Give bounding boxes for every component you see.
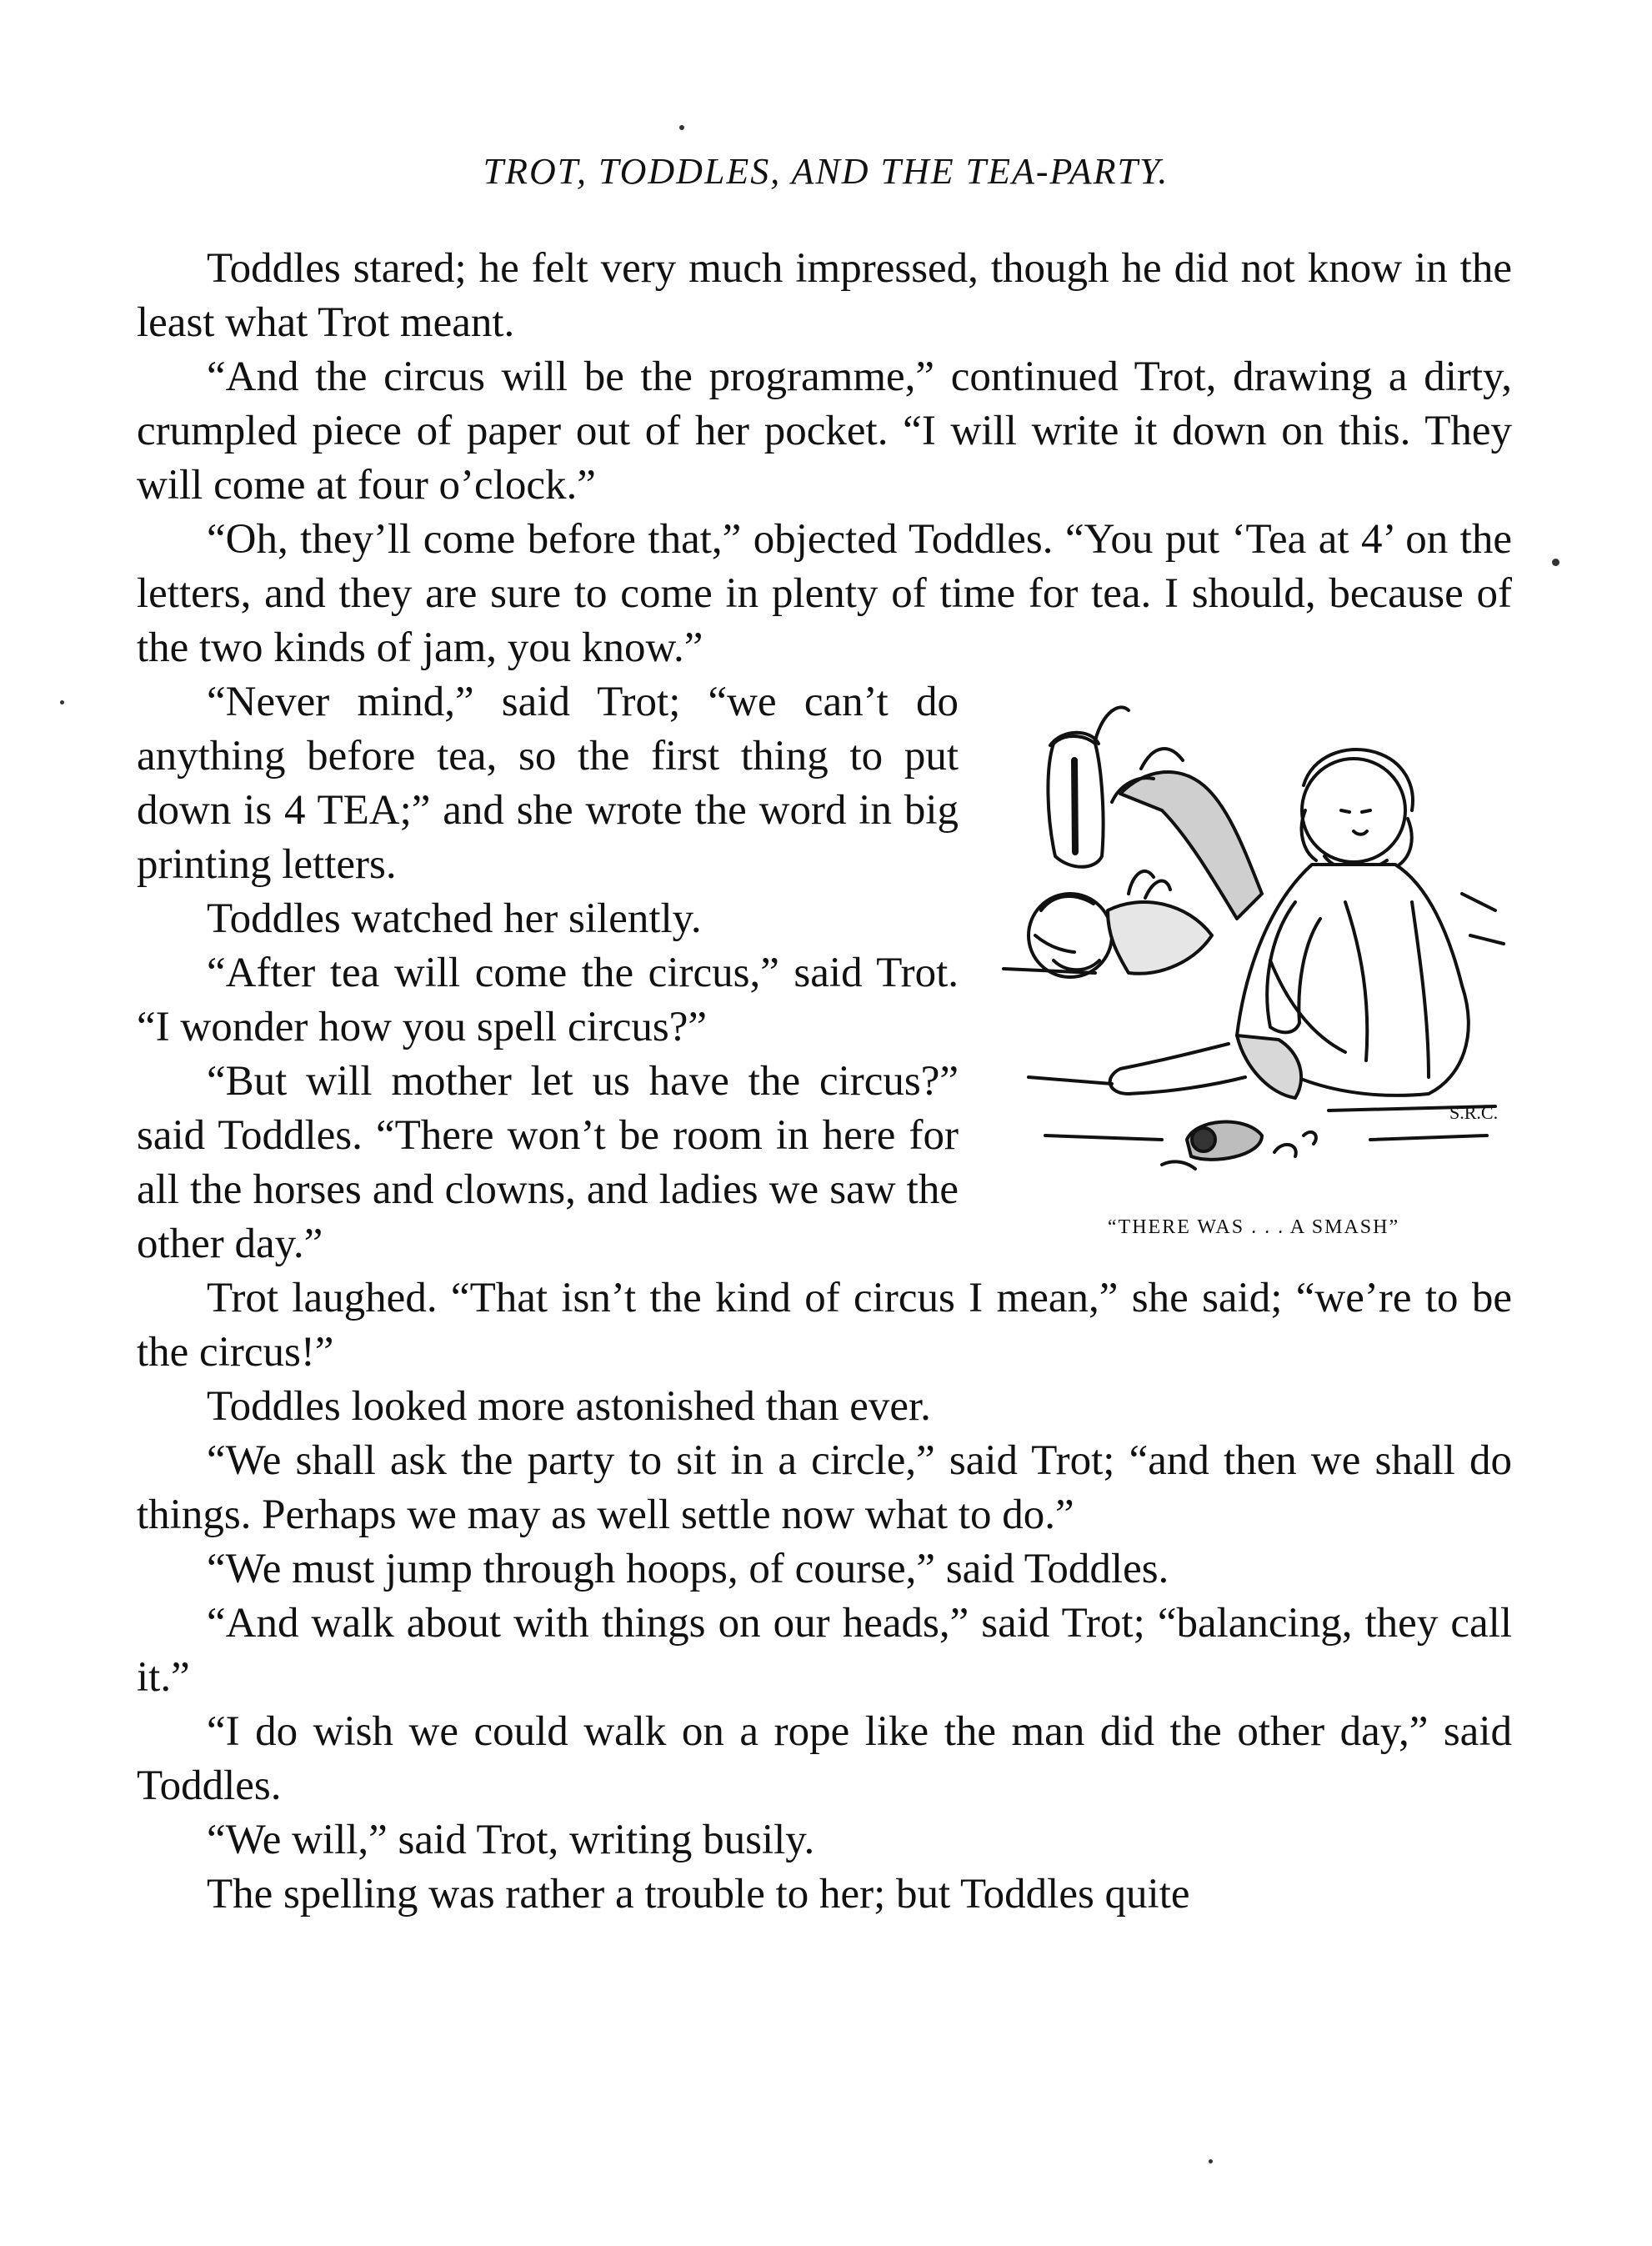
boy-leg (1120, 772, 1262, 919)
figure-caption: “THERE WAS . . . A SMASH” (1107, 1216, 1400, 1238)
print-speck (1552, 559, 1559, 566)
paragraph: “We will,” said Trot, writing busily. (207, 1817, 815, 1863)
paragraph: “We must jump through hoops, of course,” said Toddles. (207, 1546, 1169, 1592)
paragraph: “And walk about with things on our heads,” said Trot; “balancing, they call it.” (137, 1600, 1512, 1701)
paragraph: “Oh, they’ll come before that,” objected Toddles. “You put ‘Tea at 4’ on the letters, and they are sure to come in plenty of time for tea. I should, because of the two kinds of jam, you know.” (137, 516, 1512, 671)
pan-handle (1095, 707, 1129, 740)
paragraph: “Never mind,” said Trot; “we can’t do anything before tea, so the first thing to put down is 4 TEA;” and she wrote the word in big printing letters. (137, 679, 959, 888)
paragraph: Toddles watched her silently. (207, 895, 702, 942)
girl-leg (1110, 1044, 1245, 1094)
paragraph: “We shall ask the party to sit in a circle,” said Trot; “and then we shall do things. Perhaps we may as well settle now what to do.” (137, 1437, 1512, 1538)
boy-head (1029, 894, 1112, 977)
print-speck (60, 700, 64, 704)
paragraph: “After tea will come the circus,” said Trot. “I wonder how you spell circus?” (137, 950, 959, 1050)
girl-head (1302, 759, 1405, 862)
paragraph: “But will mother let us have the circus?” said Toddles. “There won’t be room in here for all the horses and clowns, and ladies we saw the other day.” (137, 1058, 959, 1267)
paragraph: “I do wish we could walk on a rope like the man did the other day,” said Toddles. (137, 1708, 1512, 1809)
running-title: TROT, TODDLES, AND THE TEA-PARTY. (483, 151, 1169, 192)
print-speck (679, 125, 684, 130)
artist-initials: S.R.C. (1449, 1102, 1499, 1123)
children-smash-illustration (995, 685, 1512, 1211)
paragraph: The spelling was rather a trouble to her; but Toddles quite (207, 1871, 1190, 1918)
paragraph: Toddles looked more astonished than ever. (207, 1383, 931, 1430)
print-speck (1209, 2159, 1213, 2163)
paragraph: “And the circus will be the programme,” continued Trot, drawing a dirty, crumpled piece of paper out of her pocket. “I will write it down on this. They will come at four o’clock.” (137, 353, 1512, 509)
boy-body (1108, 902, 1212, 974)
paragraph: Toddles stared; he felt very much impressed, though he did not know in the least what Trot meant. (137, 245, 1512, 346)
illustration-figure (995, 685, 1512, 1261)
body-text (137, 242, 1512, 1922)
paragraph: Trot laughed. “That isn’t the kind of circus I mean,” she said; “we’re to be the circus!” (137, 1275, 1512, 1376)
